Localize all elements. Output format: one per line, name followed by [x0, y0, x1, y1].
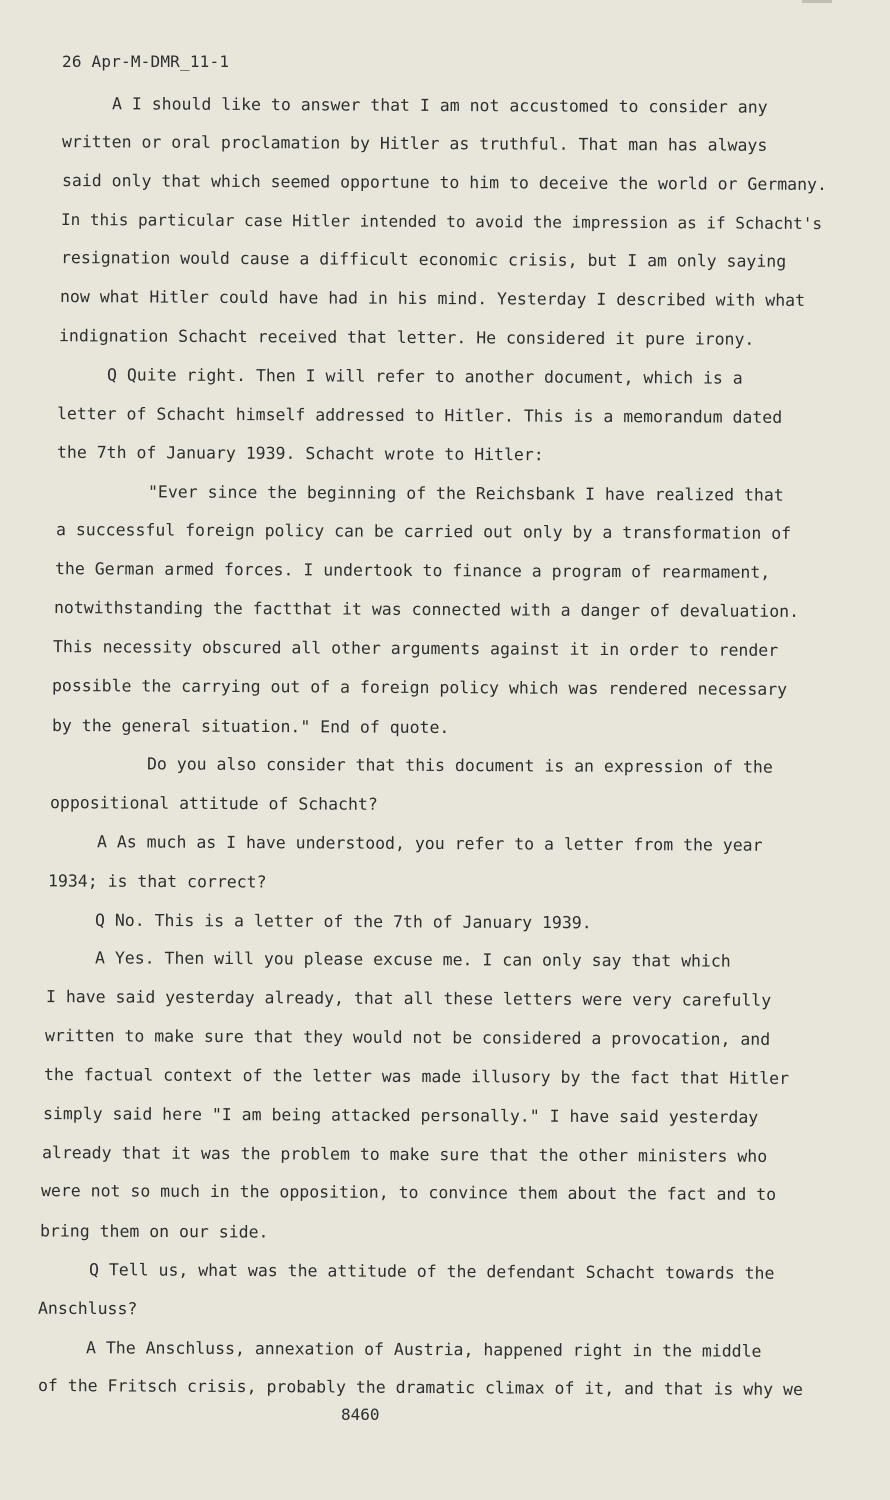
text-line: Do you also consider that this document is an expression of the — [146, 754, 773, 777]
text-line: letter of Schacht himself addressed to Hitler. This is a memorandum dated — [56, 404, 783, 427]
text-line: the factual context of the letter was made illusory by the fact that Hitler — [43, 1065, 790, 1088]
text-line: "Ever since the beginning of the Reichsbank I have realized that — [147, 482, 784, 505]
page-number: 8460 — [341, 1405, 380, 1424]
text-line: A As much as I have understood, you refer to a letter from the year — [96, 832, 763, 855]
text-line: resignation would cause a difficult economic crisis, but I am only saying — [60, 248, 787, 271]
text-line: were not so much in the opposition, to convince them about the fact and to — [40, 1181, 777, 1204]
text-line: simply said here "I am being attacked personally." I have said yesterday — [42, 1104, 759, 1127]
text-line: 1934; is that correct? — [47, 871, 267, 892]
text-line: the German armed forces. I undertook to finance a program of rearmament, — [54, 559, 771, 582]
text-line: This necessity obscured all other arguments against it in order to render — [52, 637, 779, 660]
page-edge-mark — [802, 0, 832, 3]
text-line: of the Fritsch crisis, probably the dramatic climax of it, and that is why we — [37, 1375, 803, 1400]
text-line: oppositional attitude of Schacht? — [49, 793, 378, 814]
text-line: Q Tell us, what was the attitude of the defendant Schacht towards the — [88, 1260, 775, 1283]
text-line: possible the carrying out of a foreign policy which was rendered necessary — [51, 676, 788, 699]
text-line: a successful foreign policy can be carried out only by a transformation of — [55, 520, 792, 543]
text-line: A Yes. Then will you please excuse me. I can only say that which — [94, 948, 731, 971]
text-line: A I should like to answer that I am not accustomed to consider any — [111, 94, 768, 117]
text-line: indignation Schacht received that letter. He considered it pure irony. — [58, 326, 755, 349]
text-line: by the general situation." End of quote. — [51, 715, 450, 738]
text-line: now what Hitler could have had in his mind. Yesterday I described with what — [59, 287, 806, 310]
text-line: I have said yesterday already, that all these letters were very carefully — [45, 987, 772, 1010]
text-line: Q No. This is a letter of the 7th of January 1939. — [94, 910, 592, 933]
text-line: said only that which seemed opportune to him to deceive the world or Germany. — [61, 170, 827, 195]
text-line: Anschluss? — [37, 1298, 138, 1319]
text-line: written or oral proclamation by Hitler as truthful. That man has always — [61, 132, 768, 155]
text-line: A The Anschluss, annexation of Austria, happened right in the middle — [85, 1338, 762, 1361]
text-line: bring them on our side. — [39, 1221, 269, 1242]
text-line: Q Quite right. Then I will refer to another document, which is a — [106, 365, 743, 388]
text-line: In this particular case Hitler intended to avoid the impression as if Schacht's — [60, 210, 823, 233]
text-line: already that it was the problem to make sure that the other ministers who — [41, 1143, 768, 1166]
text-line: written to make sure that they would not be considered a provocation, and — [44, 1026, 771, 1049]
text-line: notwithstanding the factthat it was connected with a danger of devaluation. — [53, 598, 800, 621]
document-header: 26 Apr-M-DMR_11-1 — [62, 52, 230, 71]
text-line: the 7th of January 1939. Schacht wrote to Hitler: — [56, 442, 544, 465]
